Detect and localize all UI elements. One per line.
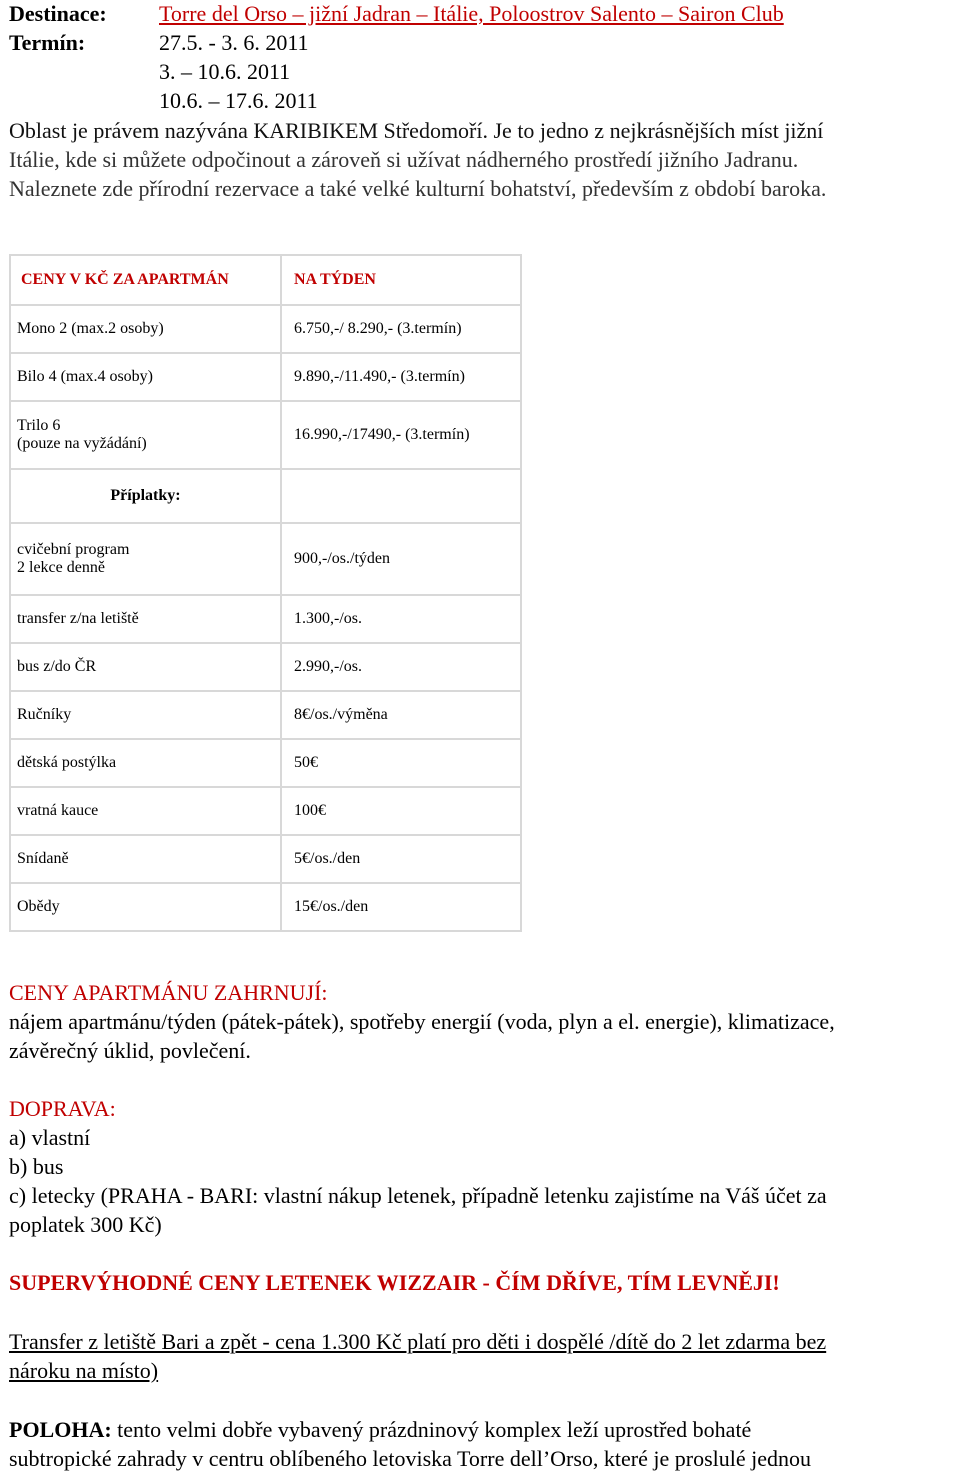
- surcharge-name: bus z/do ČR: [10, 643, 281, 691]
- term-date-2: 3. – 10.6. 2011: [159, 59, 291, 84]
- transport-title: DOPRAVA:: [9, 1096, 116, 1121]
- intro-line-3: Naleznete zde přírodní rezervace a také velké kulturní bohatství, především z období baroka.: [9, 176, 827, 201]
- surcharge-name: dětská postýlka: [10, 739, 281, 787]
- table-row: [10, 401, 521, 469]
- table-row: [10, 691, 521, 739]
- surcharge-name: [10, 523, 281, 595]
- transport-option-c-line-1: c) letecky (PRAHA - BARI: vlastní nákup letenek, případně letenku zajistíme na Váš účet za: [9, 1183, 827, 1208]
- includes-line-2: závěrečný úklid, povlečení.: [9, 1038, 251, 1063]
- surcharge-price: 1.300,-/os.: [281, 595, 521, 643]
- intro-line-1: Oblast je právem nazývána KARIBIKEM Středomoří. Je to jedno z nejkrásnějších míst jižní: [9, 118, 824, 143]
- surcharge-price: 15€/os./den: [281, 883, 521, 931]
- surcharges-title-empty: [281, 469, 521, 523]
- apartment-name: [10, 401, 281, 469]
- table-row: [10, 595, 521, 643]
- header-apartment-prices: CENY V KČ ZA APARTMÁN: [10, 255, 281, 305]
- surcharge-name: vratná kauce: [10, 787, 281, 835]
- table-row: [10, 787, 521, 835]
- includes-section: [9, 978, 959, 1065]
- surcharge-name: transfer z/na letiště: [10, 595, 281, 643]
- location-section: [9, 1415, 959, 1473]
- includes-line-1: nájem apartmánu/týden (pátek-pátek), spotřeby energií (voda, plyn a el. energie), klimatizace,: [9, 1009, 835, 1034]
- price-table: [9, 254, 522, 932]
- term-date-3: 10.6. – 17.6. 2011: [159, 88, 318, 113]
- transport-option-b: b) bus: [9, 1154, 64, 1179]
- surcharge-price: 900,-/os./týden: [281, 523, 521, 595]
- transport-section: [9, 1094, 959, 1239]
- apartment-name: Mono 2 (max.2 osoby): [10, 305, 281, 353]
- surcharge-price: 5€/os./den: [281, 835, 521, 883]
- transfer-note: [9, 1327, 959, 1385]
- table-row: [10, 353, 521, 401]
- table-row: [10, 523, 521, 595]
- surcharge-price: 8€/os./výměna: [281, 691, 521, 739]
- apartment-name-line-2: (pouze na vyžádání): [17, 435, 147, 452]
- apartment-price: 6.750,-/ 8.290,- (3.termín): [281, 305, 521, 353]
- transfer-note-line-2: nároku na místo): [9, 1358, 159, 1383]
- table-row: [10, 305, 521, 353]
- surcharge-name-line-1: cvičební program: [17, 541, 130, 558]
- location-text-1: tento velmi dobře vybavený prázdninový komplex leží uprostřed bohaté: [111, 1417, 752, 1442]
- surcharges-title: Příplatky:: [10, 469, 281, 523]
- term-date-1: 27.5. - 3. 6. 2011: [159, 30, 309, 55]
- transport-option-a: a) vlastní: [9, 1125, 91, 1150]
- intro-line-2: Itálie, kde si můžete odpočinout a zároveň si užívat nádherného prostředí jižního Jadranu.: [9, 147, 799, 172]
- apartment-price: 9.890,-/11.490,- (3.termín): [281, 353, 521, 401]
- includes-title: CENY APARTMÁNU ZAHRNUJÍ:: [9, 980, 328, 1005]
- table-row: [10, 835, 521, 883]
- location-label: POLOHA:: [9, 1417, 112, 1442]
- table-row: [10, 643, 521, 691]
- surcharge-name: Snídaně: [10, 835, 281, 883]
- location-line-2: subtropické zahrady v centru oblíbeného letoviska Torre dell’Orso, které je proslulé jednou: [9, 1446, 812, 1471]
- destination-label: Destinace:: [9, 1, 107, 26]
- intro-paragraph: [9, 116, 954, 203]
- transfer-note-line-1: Transfer z letiště Bari a zpět - cena 1.300 Kč platí pro děti i dospělé /dítě do 2 let zdarma bez: [9, 1329, 827, 1354]
- surcharge-name: Ručníky: [10, 691, 281, 739]
- transport-option-c-line-2: poplatek 300 Kč): [9, 1212, 162, 1237]
- apartment-name: Bilo 4 (max.4 osoby): [10, 353, 281, 401]
- surcharge-name: Obědy: [10, 883, 281, 931]
- promo-text: SUPERVÝHODNÉ CENY LETENEK WIZZAIR - ČÍM DŘÍVE, TÍM LEVNĚJI!: [9, 1270, 780, 1295]
- surcharge-price: 2.990,-/os.: [281, 643, 521, 691]
- header-per-week: NA TÝDEN: [281, 255, 521, 305]
- term-label: Termín:: [9, 30, 86, 55]
- surcharges-header-row: [10, 469, 521, 523]
- price-table-header: [10, 255, 521, 305]
- apartment-name-line-1: Trilo 6: [17, 417, 61, 434]
- surcharge-name-line-2: 2 lekce denně: [17, 559, 105, 576]
- apartment-price: 16.990,-/17490,- (3.termín): [281, 401, 521, 469]
- location-line-1: [9, 1415, 959, 1444]
- surcharge-price: 50€: [281, 739, 521, 787]
- destination-link[interactable]: Torre del Orso – jižní Jadran – Itálie, Poloostrov Salento – Sairon Club: [159, 1, 784, 26]
- table-row: [10, 883, 521, 931]
- surcharge-price: 100€: [281, 787, 521, 835]
- table-row: [10, 739, 521, 787]
